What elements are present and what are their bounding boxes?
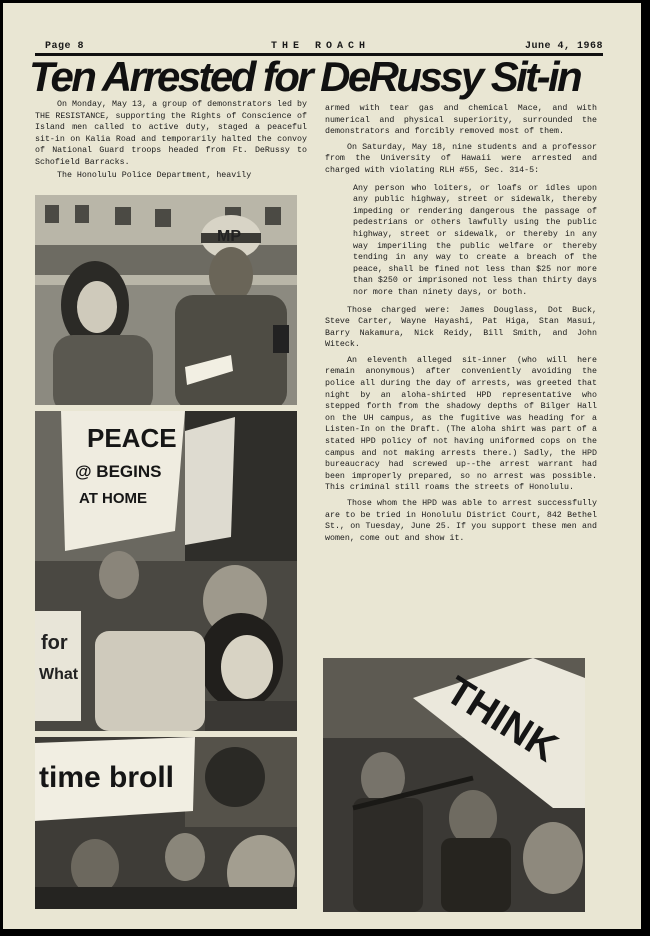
article-paragraph: On Monday, May 13, a group of demonstrators led by THE RESISTANCE, supporting the Rights of Conscience of Island men called to active duty, staged a peaceful sit-in on Kalia Road and temporarily halted the convoy of National Guard troops headed from Ft. DeRussy to Schofield Barracks. — [35, 100, 307, 167]
photo-demonstrator-and-mp — [35, 195, 297, 405]
newspaper-page — [3, 3, 641, 929]
sign-for: for — [41, 632, 68, 654]
sign-begins: @ BEGINS — [75, 462, 162, 481]
publication-name: THE ROACH — [271, 41, 371, 52]
sign-peace: PEACE — [87, 423, 177, 453]
article-paragraph: armed with tear gas and chemical Mace, and with numerical and physical superiority, surrounded the demonstrators and forcibly removed most of them. — [325, 104, 597, 137]
article-paragraph: On Saturday, May 18, nine students and a professor from the University of Hawaii were arrested and charged with violating RLH #55, Sec. 314-5: — [325, 142, 597, 175]
photo-think-sign — [323, 658, 585, 912]
sign-what: What — [39, 666, 79, 683]
ordinance-quote: Any person who loiters, or loafs or idles upon any public highway, street or sidewalk, thereby impeding or rendering dangerous the passage of pedestrians or others lawfully using the public highway, street or sidewalk, or thereby in any way imperiling the public welfare or thereby tending in any way to create a breach of the peace, shall be fined not less than $25 nor more than $250 or imprisoned not less than thirty days nor more than ninety days, or both. — [353, 183, 597, 297]
headline: Ten Arrested for DeRussy Sit-in — [29, 53, 581, 100]
helmet-mp-label: MP — [217, 228, 241, 245]
left-article-column — [35, 99, 307, 181]
sign-think: THINK — [438, 668, 566, 771]
article-paragraph: Those charged were: James Douglass, Dot Buck, Steve Carter, Wayne Hayashi, Pat Higa, Stan Masui, Barry Nakamura, Nick Reidy, Bill Smith, and John Witeck. — [325, 305, 597, 350]
sign-at-home: AT HOME — [79, 490, 148, 507]
article-paragraph: Those whom the HPD was able to arrest successfully are to be tried in Honolulu District Court, 842 Bethel St., on Tuesday, June 25. If you support these men and women, come out and show it. — [325, 499, 597, 543]
article-paragraph: An eleventh alleged sit-inner (who will here remain anonymous) after conveniently avoiding the police all during the day of arrests, was greeted that night by an aloha-shirted HPD representative who stepped forth from the shadowy depths of Bilger Hall on the UH campus, as the fugitive was heading for a Listen-In on the Draft. (The aloha shirt was part of a stated HPD policy of not having uniformed cops on the campus and not making arrests there.) Sadly, the HPD bureaucracy had screwed up--the arrest warrant had been improperly prepared, so no arrest was possible. This criminal still roams the streets of Honolulu. — [325, 355, 597, 493]
issue-date: June 4, 1968 — [525, 41, 604, 52]
right-article-column — [325, 103, 597, 544]
page-label: Page 8 — [45, 41, 85, 52]
article-paragraph: The Honolulu Police Department, heavily — [57, 170, 252, 180]
sign-time-broll: time broll — [39, 761, 175, 794]
photo-peace-demonstration — [35, 411, 297, 731]
photo-banner-crowd — [35, 737, 297, 909]
